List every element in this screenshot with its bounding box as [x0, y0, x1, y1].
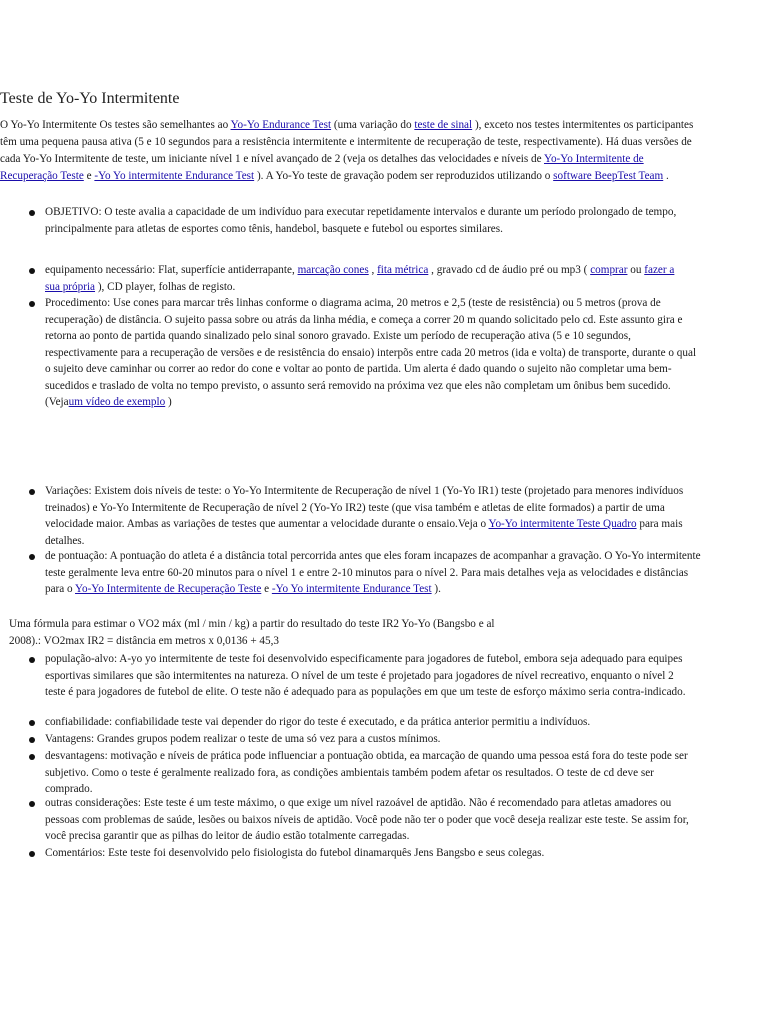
intro-text: O Yo-Yo Intermitente Os testes são semelhantes ao [0, 119, 231, 131]
list-item-outras-consideracoes [0, 795, 710, 845]
bullet-icon [29, 720, 35, 726]
intro-text: ). A Yo-Yo teste de gravação podem ser reproduzidos utilizando o [254, 170, 554, 182]
list-item-populacao [0, 651, 700, 717]
bullet-icon [29, 268, 35, 274]
page-title: Teste de Yo-Yo Intermitente [0, 90, 180, 107]
list-item-equipamento [0, 262, 700, 296]
list-item-comentarios [0, 845, 700, 862]
pontuacao-body: de pontuação: A pontuação do atleta é a distância total percorrida antes que eles foram incapazes de acompanhar a gravação. O Yo-Yo intermitente teste geralmente leva entre 60-20 minutos para o nível 1 e entre 2-10 minutos para o nível 2. Para mais detalhes veja as velocidades e distâncias para o [45, 550, 701, 595]
procedimento-body: Procedimento: Use cones para marcar três linhas conforme o diagrama acima, 20 metros e 2,5 (teste de resistência) ou 5 metros (prova de recuperação) de distância. O sujeito passa sobre ou atrás da linha média, e começa a correr 20 m quando solicitado pelo cd. Este assunto gira e retorna ao ponto de partida quando sinalizado pelo sinal sonoro gravado. Existe um período de recuperação ativa (5 e 10 segundos, respectivamente para a recuperação de versões e de resistência do ensaio) interpõs entre cada 20 metros (ida e volta) de transporte, durante o qual o sujeito deve caminhar ou correr ao redor do cone e voltar ao ponto de partida. Um alerta é dado quando o sujeito não completar uma bem-sucedidos e traslado de volta no tempo previsto, o assunto será removido na próxima vez que eles não completam um ônibus bem sucedido. (Veja [45, 297, 697, 408]
vo2max-formula [9, 616, 629, 649]
link-yoyo-endurance-test[interactable]: Yo-Yo Endurance Test [230, 119, 332, 131]
list-item-objetivo [0, 204, 700, 240]
vantagens-text: Vantagens: Grandes grupos podem realizar o teste de uma só vez para a custos mínimos. [45, 733, 441, 745]
list-item-vantagens [0, 731, 700, 748]
pontuacao-text [45, 548, 703, 598]
bullet-icon [29, 301, 35, 307]
bullet-icon [29, 754, 35, 760]
equipamento-text [45, 262, 685, 295]
link-yoyo-endurance-test-3[interactable]: -Yo Yo intermitente Endurance Test [271, 583, 432, 595]
link-yoyo-recuperacao-teste[interactable]: Yo-Yo Intermitente de Recuperação Teste [0, 153, 644, 182]
equipamento-or: ou [627, 264, 645, 276]
intro-text: (uma variação do [331, 119, 415, 131]
pontuacao-and: e [261, 583, 272, 595]
list-item-desvantagens [0, 748, 700, 798]
link-software-beeptest[interactable]: software BeepTest Team [553, 170, 664, 182]
intro-text: . [663, 170, 669, 182]
formula-line-2: 2008).: VO2max IR2 = distância em metros x 0,0136 + 45,3 [9, 634, 280, 647]
bullet-icon [29, 657, 35, 663]
equipamento-label: equipamento necessário: Flat, superfície antiderrapante, [45, 264, 298, 276]
variacoes-body: Variações: Existem dois níveis de teste: o Yo-Yo Intermitente de Recuperação de nível 1 (Yo-Yo IR1) teste (projetado para menores indivíduos treinados) e Yo-Yo Intermitente de Recuperação de nível 2 (Yo-Yo IR2) teste (que visa também e atletas de elite formados) a partir de uma velocidade maior. Ambas as variações de testes que aumentar a velocidade durante o ensaio.Veja o [45, 485, 684, 530]
pontuacao-end: ). [431, 583, 441, 595]
intro-paragraph [0, 117, 700, 185]
variacoes-end: para mais detalhes. [45, 518, 683, 547]
link-video-exemplo[interactable]: um vídeo de exemplo [68, 396, 166, 408]
list-item-pontuacao [0, 548, 710, 614]
link-yoyo-teste-quadro[interactable]: Yo-Yo intermitente Teste Quadro [488, 518, 637, 530]
confiabilidade-text: confiabilidade: confiabilidade teste vai depender do rigor do teste é executado, e da prática anterior permitiu a indivíduos. [45, 716, 591, 728]
list-item-confiabilidade [0, 714, 700, 731]
bullet-icon [29, 801, 35, 807]
link-teste-de-sinal[interactable]: teste de sinal [414, 119, 473, 131]
link-yoyo-recuperacao-teste-2[interactable]: Yo-Yo Intermitente de Recuperação Teste [75, 583, 262, 595]
procedimento-end: ) [165, 396, 172, 408]
list-item-variacoes [0, 483, 700, 549]
equipamento-text-2: , gravado cd de áudio pré ou mp3 ( [428, 264, 591, 276]
equipamento-text-3: ), CD player, folhas de registo. [95, 280, 236, 293]
link-comprar[interactable]: comprar [590, 264, 628, 276]
intro-text: e [83, 170, 95, 182]
equipamento-sep: , [368, 264, 378, 276]
objetivo-text: OBJETIVO: O teste avalia a capacidade de um indivíduo para executar repetidamente intervalos e durante um período prolongado de tempo, principalmente para atletas de esportes como tênis, handebol, basquete e futebol ou esportes similares. [45, 206, 677, 235]
bullet-icon [29, 851, 35, 857]
intro-text: ), exceto nos testes intermitentes os participantes têm uma pequena pausa ativa (5 e 10 segundos para a resistência intermitente e intermitente de recuperação de teste, respectivamente). Há duas versões de cada Yo-Yo Intermitente de teste, um iniciante nível 1 e nível avançado de 2 (veja os detalhes das velocidades e níveis de [0, 119, 694, 165]
variacoes-text [45, 483, 697, 549]
list-item-procedimento [0, 295, 700, 425]
comentarios-text: Comentários: Este teste foi desenvolvido pelo fisiologista do futebol dinamarquês Jens Bangsbo e seus colegas. [45, 847, 545, 859]
bullet-icon [29, 737, 35, 743]
desvantagens-text: desvantagens: motivação e níveis de prática pode influenciar a pontuação obtida, ea marcação de quando uma pessoa está fora do teste pode ser subjetivo. Como o teste é geralmente realizado fora, as condições ambientais também podem afetar os resultados. O teste de cd deve ser comprado. [45, 750, 688, 795]
link-fita-metrica[interactable]: fita métrica [377, 264, 429, 276]
link-fazer-sua-propria[interactable]: fazer a sua própria [45, 264, 675, 293]
link-marcacao-cones[interactable]: marcação cones [297, 264, 369, 276]
populacao-text: população-alvo: A-yo yo intermitente de teste foi desenvolvido especificamente para jogadores de futebol, embora seja adequado para equipes esportivas similares que são intermitentes na natureza. O nível de um teste é projetado para jogadores de nível recreativo, enquanto o nível 2 teste é para jogadores de futebol de elite. O teste não é adequado para as populações em que um teste de esforço máximo seria contra-indicado. [45, 653, 686, 698]
link-yoyo-endurance-test-2[interactable]: -Yo Yo intermitente Endurance Test [94, 170, 255, 182]
bullet-icon [29, 210, 35, 216]
bullet-icon [29, 554, 35, 560]
outras-text: outras considerações: Este teste é um teste máximo, o que exige um nível razoável de aptidão. Não é recomendado para atletas amadores ou pessoas com problemas de saúde, lesões ou baixos níveis de aptidão. Você pode não ter o poder que você deseja realizar este teste. Se assim for, você precisa garantir que as pilhas do leitor de áudio estão totalmente carregadas. [45, 797, 689, 842]
bullet-icon [29, 489, 35, 495]
formula-line-1: Uma fórmula para estimar o VO2 máx (ml / min / kg) a partir do resultado do teste IR2 Yo-Yo (Bangsbo e al [9, 618, 495, 630]
procedimento-text [45, 295, 698, 411]
